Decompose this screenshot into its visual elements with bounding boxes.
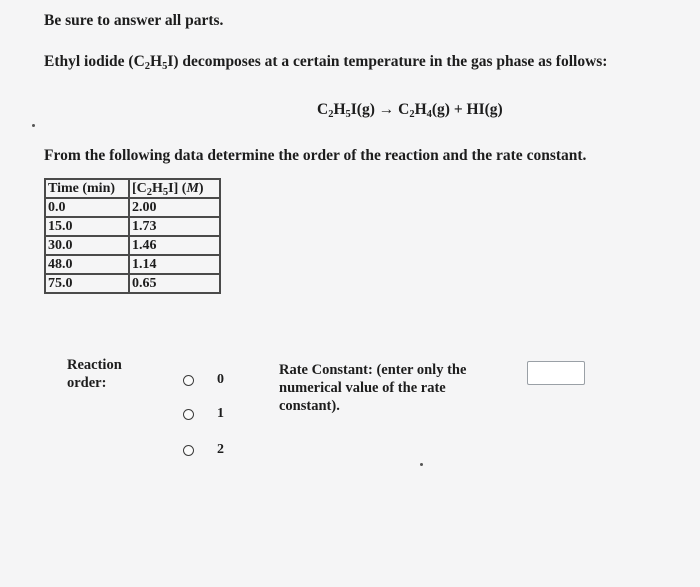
rate-constant-label: [279, 361, 466, 415]
table-row: [45, 236, 220, 255]
stray-mark: [32, 124, 35, 127]
conc-cell: 0.65: [129, 274, 220, 293]
table-row: [45, 255, 220, 274]
reaction-order-label-line1: Reaction: [67, 357, 122, 373]
reaction-order-label: [67, 356, 122, 392]
reaction-order-label-line2: order:: [67, 375, 107, 391]
order-option-label: 1: [217, 406, 224, 421]
order-option-label: 0: [217, 372, 224, 387]
conc-cell: 1.73: [129, 217, 220, 236]
radio-button[interactable]: [183, 445, 194, 456]
conc-cell: 2.00: [129, 198, 220, 217]
time-cell: 15.0: [45, 217, 129, 236]
time-cell: 30.0: [45, 236, 129, 255]
order-option-label: 2: [217, 442, 224, 457]
order-option-2[interactable]: [183, 442, 224, 458]
chemical-equation: $C_2H_5I(g) \to C_2H_4(g) + HI(g)$: [317, 101, 503, 120]
table-row: [45, 198, 220, 217]
header-time: Time (min): [45, 179, 129, 198]
header-concentration: $[C_2H_5I]$ (M): [129, 179, 220, 198]
intro-text: Ethyl iodide $(C_2H_5I)$ decomposes at a certain temperature in the gas phase as follows:: [44, 53, 608, 72]
table-row: [45, 217, 220, 236]
order-option-1[interactable]: [183, 406, 224, 422]
reaction-arrow: →: [374, 101, 399, 118]
instruction-text: Be sure to answer all parts.: [44, 12, 224, 29]
conc-cell: 1.46: [129, 236, 220, 255]
time-cell: 75.0: [45, 274, 129, 293]
data-table: [44, 178, 221, 294]
radio-button[interactable]: [183, 375, 194, 386]
rate-constant-label-line2: numerical value of the rate: [279, 380, 446, 396]
time-cell: 48.0: [45, 255, 129, 274]
question-text: From the following data determine the order of the reaction and the rate constant.: [44, 147, 587, 164]
order-option-0[interactable]: [183, 372, 224, 388]
rate-constant-label-line3: constant).: [279, 398, 340, 414]
rate-constant-input[interactable]: [527, 361, 585, 385]
table-header-row: [45, 179, 220, 198]
conc-cell: 1.14: [129, 255, 220, 274]
radio-button[interactable]: [183, 409, 194, 420]
time-cell: 0.0: [45, 198, 129, 217]
rate-constant-label-line1: Rate Constant: (enter only the: [279, 362, 467, 378]
table-row: [45, 274, 220, 293]
stray-mark: [420, 463, 423, 466]
